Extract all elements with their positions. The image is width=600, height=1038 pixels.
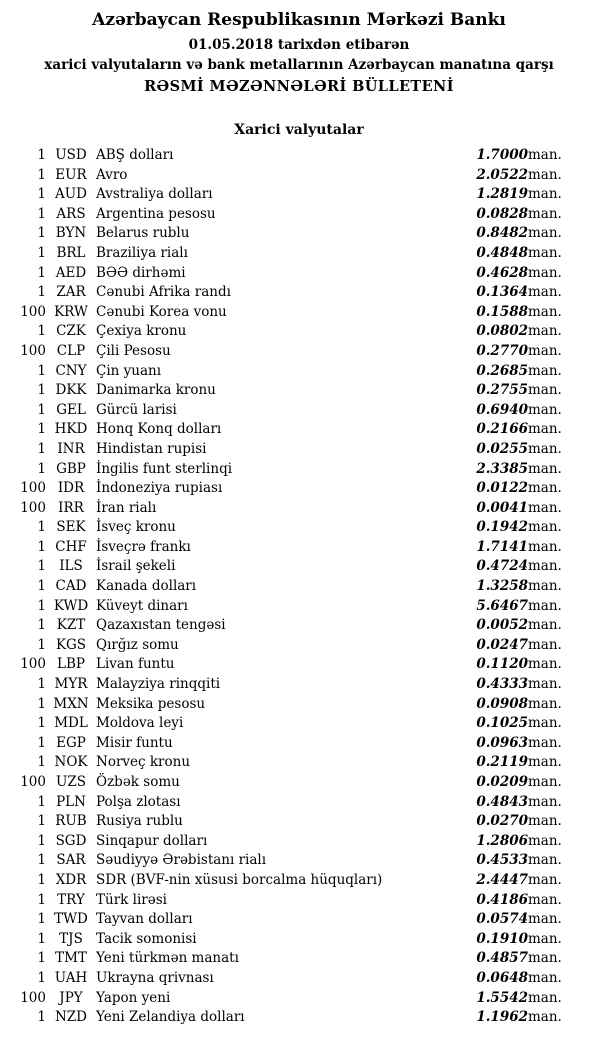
- currency-code: KRW: [54, 303, 88, 320]
- currency-code: KZT: [56, 617, 86, 634]
- rate-value: 0.0122: [476, 480, 528, 497]
- currency-name: Moldova leyi: [96, 715, 184, 732]
- unit-label: man.: [528, 342, 562, 359]
- quantity-cell: 100: [20, 303, 46, 320]
- rate-value: 0.4628: [476, 264, 528, 281]
- quantity-cell: 100: [20, 480, 46, 497]
- currency-name: Livan funtu: [96, 656, 175, 673]
- rate-value: 0.4843: [476, 793, 528, 810]
- quantity-cell: 1: [37, 695, 46, 712]
- rate-value: 2.3385: [476, 460, 528, 477]
- rate-value: 0.2755: [476, 382, 528, 399]
- quantity-cell: 1: [37, 734, 46, 751]
- currency-name: Yeni türkmən manatı: [96, 950, 239, 967]
- currency-name: İsveçrə frankı: [96, 538, 191, 555]
- currency-name: Norveç kronu: [96, 754, 191, 771]
- currency-code: UZS: [55, 774, 86, 790]
- quantity-cell: 1: [37, 166, 46, 183]
- rate-row: [20, 616, 578, 636]
- unit-label: man.: [528, 911, 562, 928]
- rate-row: [20, 401, 578, 421]
- unit-label: man.: [528, 558, 562, 575]
- rate-value: 0.2770: [476, 342, 528, 359]
- rate-value: 2.4447: [476, 871, 528, 888]
- quantity-cell: 1: [37, 715, 46, 732]
- rate-value: 1.1962: [476, 1009, 528, 1026]
- rate-value: 2.0522: [476, 166, 528, 183]
- rate-row: [20, 381, 578, 401]
- unit-label: man.: [528, 362, 562, 379]
- rate-row: [20, 753, 578, 773]
- currency-code: CZK: [56, 323, 86, 340]
- unit-label: man.: [528, 225, 562, 242]
- currency-code: INR: [57, 440, 85, 457]
- currency-name: Avro: [96, 166, 128, 183]
- bank-title: Azərbaycan Respublikasının Mərkəzi Bankı: [92, 10, 506, 30]
- unit-label: man.: [528, 440, 562, 457]
- currency-code: IRR: [58, 499, 84, 516]
- rate-value: 0.0247: [476, 636, 528, 653]
- currency-name: ABŞ dolları: [96, 147, 174, 163]
- unit-label: man.: [528, 460, 562, 477]
- currency-code: ZAR: [56, 284, 86, 301]
- quantity-cell: 100: [20, 656, 46, 673]
- unit-label: man.: [528, 382, 562, 399]
- currency-code: TRY: [57, 891, 85, 908]
- quantity-cell: 1: [37, 754, 46, 771]
- currency-code: IDR: [57, 480, 85, 497]
- unit-label: man.: [528, 813, 562, 830]
- currency-name: Küveyt dinarı: [96, 597, 188, 614]
- unit-label: man.: [528, 538, 562, 555]
- rate-row: [20, 303, 578, 323]
- rate-row: [20, 479, 578, 499]
- unit-label: man.: [528, 930, 562, 947]
- currency-code: TWD: [54, 911, 88, 928]
- currency-code: DKK: [55, 382, 87, 399]
- rate-row: [20, 342, 578, 362]
- quantity-cell: 1: [37, 421, 46, 438]
- currency-code: UAH: [54, 969, 88, 986]
- quantity-cell: 1: [37, 264, 46, 281]
- unit-label: man.: [528, 303, 562, 320]
- currency-code: LBP: [57, 656, 85, 673]
- unit-label: man.: [528, 754, 562, 771]
- quantity-cell: 1: [37, 244, 46, 261]
- currency-code: MYR: [54, 676, 88, 693]
- unit-label: man.: [528, 499, 562, 516]
- rate-value: 5.6467: [476, 597, 528, 614]
- currency-name: Qazaxıstan tengəsi: [96, 617, 226, 634]
- rate-value: 0.1364: [476, 284, 528, 301]
- quantity-cell: 1: [37, 871, 46, 888]
- currency-name: Rusiya rublu: [96, 813, 183, 830]
- currency-name: Misir funtu: [96, 734, 173, 751]
- quantity-cell: 1: [37, 284, 46, 301]
- rate-row: [20, 851, 578, 871]
- currency-name: Çili Pesosu: [96, 342, 171, 359]
- quantity-cell: 1: [37, 460, 46, 477]
- unit-label: man.: [528, 401, 562, 418]
- quantity-cell: 1: [37, 362, 46, 379]
- rate-value: 0.8482: [476, 225, 528, 242]
- quantity-cell: 1: [37, 186, 46, 203]
- quantity-cell: 1: [37, 205, 46, 222]
- rate-row: [20, 577, 578, 597]
- currency-name: Malayziya rinqqiti: [96, 676, 221, 693]
- unit-label: man.: [528, 950, 562, 967]
- currency-code: TJS: [59, 930, 83, 947]
- currency-code: BRL: [56, 244, 86, 261]
- unit-label: man.: [528, 891, 562, 908]
- unit-label: man.: [528, 578, 562, 595]
- currency-code: USD: [55, 147, 87, 163]
- quantity-cell: 1: [37, 950, 46, 967]
- quantity-cell: 1: [37, 538, 46, 555]
- currency-name: İran rialı: [96, 499, 157, 516]
- unit-label: man.: [528, 656, 562, 673]
- currency-code: SEK: [56, 519, 86, 536]
- rate-row: [20, 244, 578, 264]
- quantity-cell: 1: [37, 969, 46, 986]
- rate-value: 1.3258: [476, 578, 528, 595]
- rate-value: 1.2806: [476, 832, 528, 849]
- unit-label: man.: [528, 205, 562, 222]
- unit-label: man.: [528, 244, 562, 261]
- unit-label: man.: [528, 480, 562, 497]
- currency-code: EUR: [55, 166, 87, 183]
- rate-value: 0.0908: [476, 695, 528, 712]
- quantity-cell: 1: [37, 597, 46, 614]
- currency-name: Çin yuanı: [96, 362, 162, 379]
- currency-name: Türk lirəsi: [96, 891, 167, 908]
- rate-row: [20, 910, 578, 930]
- unit-label: man.: [528, 989, 562, 1006]
- currency-code: GBP: [56, 460, 86, 477]
- currency-name: Braziliya rialı: [96, 244, 188, 261]
- currency-name: Sinqapur dolları: [96, 832, 208, 849]
- rate-row: [20, 146, 578, 166]
- currency-code: ILS: [59, 558, 83, 575]
- quantity-cell: 100: [20, 342, 46, 359]
- rate-value: 0.1588: [476, 303, 528, 320]
- quantity-cell: 1: [37, 676, 46, 693]
- currency-name: Cənubi Korea vonu: [96, 303, 227, 320]
- rate-value: 0.0648: [476, 969, 528, 986]
- currency-code: TMT: [55, 950, 87, 967]
- currency-code: CHF: [55, 538, 87, 555]
- rate-row: [20, 695, 578, 715]
- currency-name: İsrail şekeli: [96, 558, 176, 575]
- unit-label: man.: [528, 166, 562, 183]
- rate-row: [20, 949, 578, 969]
- currency-code: BYN: [55, 225, 87, 242]
- rate-row: [20, 166, 578, 186]
- rate-value: 1.5542: [476, 989, 528, 1006]
- rate-value: 0.0209: [476, 774, 528, 790]
- currency-code: NOK: [54, 754, 88, 771]
- unit-label: man.: [528, 519, 562, 536]
- rate-row: [20, 499, 578, 519]
- rate-row: [20, 655, 578, 675]
- rate-value: 0.4724: [476, 558, 528, 575]
- unit-label: man.: [528, 832, 562, 849]
- rate-value: 0.1910: [476, 930, 528, 947]
- rate-value: 0.0052: [476, 617, 528, 634]
- rate-value: 0.0828: [476, 205, 528, 222]
- effective-date-line: 01.05.2018 tarixdən etibarən: [188, 37, 410, 53]
- currency-name: Tacik somonisi: [96, 930, 197, 947]
- currency-name: Səudiyyə Ərəbistanı rialı: [96, 852, 267, 869]
- currency-code: RUB: [55, 813, 87, 830]
- rate-value: 0.2685: [476, 362, 528, 379]
- currency-name: Tayvan dolları: [96, 911, 193, 928]
- rate-value: 0.2119: [476, 754, 528, 771]
- rate-value: 0.0255: [476, 440, 528, 457]
- currency-code: AUD: [55, 186, 87, 203]
- unit-label: man.: [528, 969, 562, 986]
- quantity-cell: 100: [20, 989, 46, 1006]
- currency-code: PLN: [56, 793, 86, 810]
- unit-label: man.: [528, 676, 562, 693]
- rate-value: 1.7000: [476, 147, 528, 163]
- unit-label: man.: [528, 186, 562, 203]
- currency-name: İngilis funt sterlinqi: [96, 460, 233, 477]
- rate-row: [20, 283, 578, 303]
- currency-name: Çexiya kronu: [96, 323, 187, 340]
- quantity-cell: 1: [37, 519, 46, 536]
- rate-row: [20, 793, 578, 813]
- quantity-cell: 1: [37, 832, 46, 849]
- quantity-cell: 1: [37, 813, 46, 830]
- quantity-cell: 1: [37, 558, 46, 575]
- currency-name: Meksika pesosu: [96, 695, 206, 712]
- currency-name: Argentina pesosu: [96, 205, 216, 222]
- unit-label: man.: [528, 147, 562, 163]
- rate-value: 0.1942: [476, 519, 528, 536]
- quantity-cell: 1: [37, 930, 46, 947]
- rate-value: 0.0802: [476, 323, 528, 340]
- rate-value: 0.1025: [476, 715, 528, 732]
- rate-row: [20, 734, 578, 754]
- currency-name: Avstraliya dolları: [96, 186, 213, 203]
- rate-value: 0.6940: [476, 401, 528, 418]
- quantity-cell: 1: [37, 225, 46, 242]
- unit-label: man.: [528, 421, 562, 438]
- unit-label: man.: [528, 1009, 562, 1026]
- currency-code: SAR: [56, 852, 86, 869]
- exchange-rates-table: [20, 146, 578, 1028]
- unit-label: man.: [528, 617, 562, 634]
- unit-label: man.: [528, 774, 562, 790]
- currency-name: Özbək somu: [96, 774, 180, 790]
- currency-code: KGS: [55, 636, 87, 653]
- quantity-cell: 1: [37, 617, 46, 634]
- rate-value: 0.4857: [476, 950, 528, 967]
- currency-name: Gürcü larisi: [96, 401, 177, 418]
- currency-code: JPY: [59, 989, 83, 1006]
- rate-value: 0.2166: [476, 421, 528, 438]
- rate-row: [20, 460, 578, 480]
- rate-value: 0.4848: [476, 244, 528, 261]
- rate-value: 0.0041: [476, 499, 528, 516]
- rate-row: [20, 420, 578, 440]
- currency-name: İndoneziya rupiası: [96, 480, 223, 497]
- rate-value: 0.1120: [476, 656, 528, 673]
- rate-row: [20, 675, 578, 695]
- quantity-cell: 1: [37, 891, 46, 908]
- rate-row: [20, 812, 578, 832]
- unit-label: man.: [528, 793, 562, 810]
- rate-row: [20, 714, 578, 734]
- quantity-cell: 1: [37, 578, 46, 595]
- exchange-rates-body: [20, 146, 578, 1028]
- rate-value: 0.0574: [476, 911, 528, 928]
- currency-name: İsveç kronu: [96, 519, 176, 536]
- rate-row: [20, 362, 578, 382]
- quantity-cell: 1: [37, 382, 46, 399]
- currency-code: EGP: [56, 734, 86, 751]
- rate-row: [20, 518, 578, 538]
- currency-code: ARS: [56, 205, 86, 222]
- rate-row: [20, 224, 578, 244]
- rate-row: [20, 989, 578, 1009]
- currency-code: CAD: [55, 578, 87, 595]
- rate-row: [20, 891, 578, 911]
- rate-row: [20, 185, 578, 205]
- rate-row: [20, 440, 578, 460]
- rate-value: 1.2819: [476, 186, 528, 203]
- quantity-cell: 1: [37, 1009, 46, 1026]
- rate-value: 1.7141: [476, 538, 528, 555]
- currency-code: SGD: [55, 832, 87, 849]
- currency-name: BƏƏ dirhəmi: [96, 264, 186, 281]
- currency-code: CNY: [55, 362, 87, 379]
- unit-label: man.: [528, 264, 562, 281]
- quantity-cell: 1: [37, 440, 46, 457]
- currency-name: Danimarka kronu: [96, 382, 216, 399]
- rate-row: [20, 1008, 578, 1028]
- rate-row: [20, 538, 578, 558]
- rate-row: [20, 597, 578, 617]
- bulletin-title: RƏSMİ MƏZƏNNƏLƏRİ BÜLLETENİ: [144, 78, 454, 95]
- unit-label: man.: [528, 715, 562, 732]
- quantity-cell: 1: [37, 911, 46, 928]
- currency-code: AED: [55, 264, 87, 281]
- rate-value: 0.4333: [476, 676, 528, 693]
- rate-value: 0.4533: [476, 852, 528, 869]
- rate-row: [20, 205, 578, 225]
- currency-name: Hindistan rupisi: [96, 440, 207, 457]
- unit-label: man.: [528, 636, 562, 653]
- quantity-cell: 1: [37, 401, 46, 418]
- rate-row: [20, 930, 578, 950]
- unit-label: man.: [528, 871, 562, 888]
- unit-label: man.: [528, 597, 562, 614]
- rate-row: [20, 557, 578, 577]
- quantity-cell: 1: [37, 323, 46, 340]
- quantity-cell: 1: [37, 852, 46, 869]
- currency-name: Ukrayna qrivnası: [96, 969, 214, 986]
- quantity-cell: 1: [37, 636, 46, 653]
- unit-label: man.: [528, 284, 562, 301]
- currency-name: SDR (BVF-nin xüsusi borcalma hüquqları): [96, 871, 383, 888]
- currency-code: HKD: [54, 421, 88, 438]
- currency-code: MXN: [53, 695, 89, 712]
- rate-row: [20, 969, 578, 989]
- rate-value: 0.0963: [476, 734, 528, 751]
- unit-label: man.: [528, 734, 562, 751]
- currency-code: NZD: [54, 1009, 88, 1026]
- quantity-cell: 1: [37, 147, 46, 163]
- unit-label: man.: [528, 323, 562, 340]
- currency-name: Polşa zlotası: [96, 793, 181, 810]
- section-title-foreign-currencies: Xarici valyutalar: [234, 122, 364, 138]
- rate-value: 0.4186: [476, 891, 528, 908]
- currency-name: Honq Konq dolları: [96, 421, 222, 438]
- currency-name: Yeni Zelandiya dolları: [96, 1009, 245, 1026]
- quantity-cell: 100: [20, 774, 46, 790]
- rate-row: [20, 773, 578, 793]
- rate-row: [20, 636, 578, 656]
- unit-label: man.: [528, 852, 562, 869]
- unit-label: man.: [528, 695, 562, 712]
- currency-name: Belarus rublu: [96, 225, 190, 242]
- currency-code: MDL: [54, 715, 88, 732]
- currency-name: Qırğız somu: [96, 636, 179, 653]
- currency-name: Yapon yeni: [96, 989, 171, 1006]
- quantity-cell: 100: [20, 499, 46, 516]
- rate-row: [20, 871, 578, 891]
- currency-code: GEL: [56, 401, 86, 418]
- rate-value: 0.0270: [476, 813, 528, 830]
- currency-code: KWD: [53, 597, 89, 614]
- quantity-cell: 1: [37, 793, 46, 810]
- rate-row: [20, 322, 578, 342]
- bulletin-subtitle: xarici valyutaların və bank metallarının Azərbaycan manatına qarşı: [44, 57, 554, 73]
- currency-code: CLP: [56, 342, 86, 359]
- currency-name: Cənubi Afrika randı: [96, 284, 231, 301]
- currency-code: XDR: [55, 871, 87, 888]
- rate-row: [20, 832, 578, 852]
- currency-name: Kanada dolları: [96, 578, 197, 595]
- rate-row: [20, 264, 578, 284]
